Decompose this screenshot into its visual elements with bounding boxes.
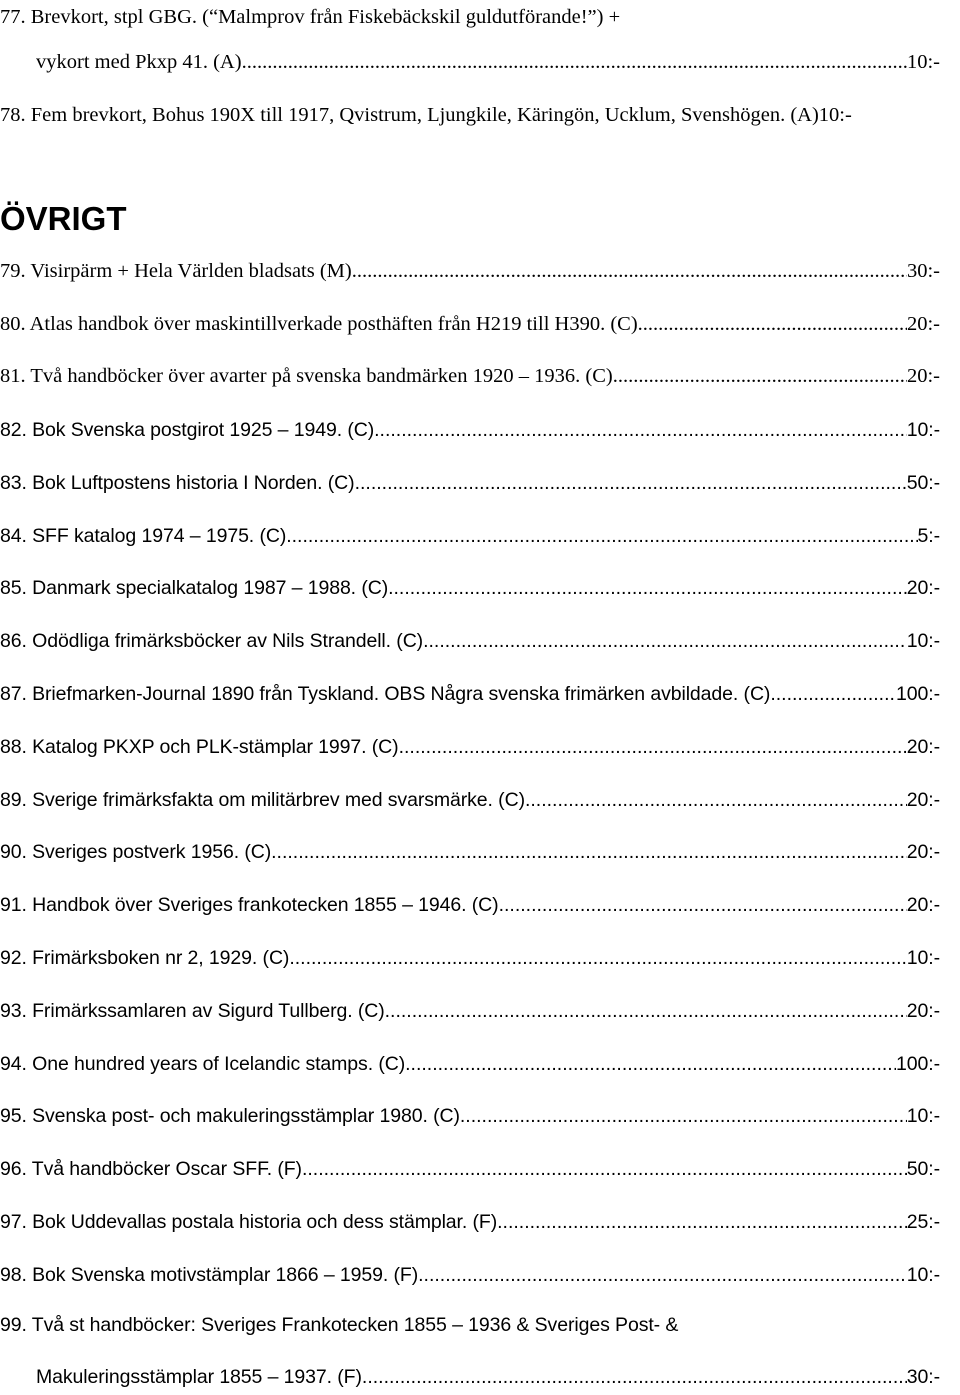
- item-title: 84. SFF katalog 1974 – 1975. (C): [0, 524, 287, 547]
- list-item: [0, 253, 940, 289]
- item-price: 50:-: [906, 1158, 940, 1181]
- dot-leader: [355, 465, 907, 501]
- item-title: 79. Visirpärm + Hela Världen bladsats (M): [0, 260, 352, 282]
- item-title: 85. Danmark specialkatalog 1987 – 1988. (C): [0, 577, 389, 600]
- list-item: [0, 940, 940, 976]
- list-item: [0, 887, 940, 923]
- dot-leader: [242, 44, 907, 80]
- item-title: 89. Sverige frimärksfakta om militärbrev med svarsmärke. (C): [0, 788, 525, 811]
- item-price: 100:-: [896, 683, 940, 705]
- item-price: 100:-: [896, 1052, 940, 1075]
- item-title: 83. Bok Luftpostens historia I Norden. (C): [0, 471, 355, 494]
- item-price: 10:-: [906, 1263, 940, 1286]
- item-price: 25:-: [906, 1211, 940, 1233]
- item-price: 5:-: [917, 524, 940, 547]
- dot-leader: [423, 623, 907, 659]
- dot-leader: [362, 1359, 907, 1395]
- item-price: 10:-: [906, 947, 940, 969]
- item-title: 82. Bok Svenska postgirot 1925 – 1949. (C): [0, 419, 375, 441]
- dot-leader: [289, 940, 906, 976]
- list-item: [0, 570, 940, 606]
- list-item: [0, 1204, 940, 1240]
- list-item: [0, 465, 940, 501]
- dot-leader: [497, 1204, 907, 1240]
- item-title: 96. Två handböcker Oscar SFF. (F): [0, 1158, 302, 1181]
- dot-leader: [499, 887, 907, 923]
- item-price: 20:-: [906, 577, 940, 600]
- dot-leader: [302, 1151, 907, 1187]
- dot-leader: [286, 518, 917, 554]
- item-price: 20:-: [906, 894, 940, 917]
- item-title: 91. Handbok över Sveriges frankotecken 1855 – 1946. (C): [0, 894, 499, 917]
- dot-leader: [374, 412, 907, 448]
- item-title: 94. One hundred years of Icelandic stamps. (C): [0, 1052, 406, 1075]
- list-item: [0, 729, 940, 765]
- list-item: [0, 358, 940, 394]
- dot-leader: [613, 358, 907, 394]
- item-price: 20:-: [906, 312, 940, 335]
- item-price: 10:-: [906, 1105, 940, 1128]
- item-99-line-1: 99. Två st handböcker: Sveriges Frankotecken 1855 – 1936 & Sveriges Post- &: [0, 1314, 679, 1336]
- dot-leader: [525, 782, 907, 818]
- item-price: 20:-: [906, 788, 940, 811]
- list-item: [0, 834, 940, 870]
- list-item: [0, 518, 940, 554]
- dot-leader: [271, 834, 907, 870]
- item-77-line-2: vykort med Pkxp 41. (A) ..... 10:-: [36, 44, 940, 80]
- item-77-line-1: 77. Brevkort, stpl GBG. (“Malmprov från Fiskebäckskil guldutförande!”) +: [0, 6, 621, 28]
- list-item: [0, 306, 940, 342]
- list-item: [0, 676, 940, 712]
- dot-leader: [385, 993, 907, 1029]
- item-title: 88. Katalog PKXP och PLK-stämplar 1997. (C): [0, 735, 399, 758]
- item-78: 78. Fem brevkort, Bohus 190X till 1917, Qvistrum, Ljungkile, Käringön, Ucklum, Svenshögen. (A)10:-: [0, 104, 852, 126]
- item-title: 80. Atlas handbok över maskintillverkade posthäften från H219 till H390. (C): [0, 312, 638, 335]
- item-price: 20:-: [906, 999, 940, 1022]
- dot-leader: [405, 1046, 896, 1082]
- dot-leader: [388, 570, 907, 606]
- dot-leader: [352, 253, 907, 289]
- dot-leader: [460, 1098, 907, 1134]
- item-price: 10:-: [906, 419, 940, 441]
- dot-leader: [418, 1257, 907, 1293]
- section-heading: ÖVRIGT: [0, 200, 127, 237]
- dot-leader: [770, 676, 896, 712]
- item-title: 98. Bok Svenska motivstämplar 1866 – 1959. (F): [0, 1263, 419, 1286]
- item-title: 97. Bok Uddevallas postala historia och dess stämplar. (F): [0, 1211, 498, 1233]
- list-item: [0, 782, 940, 818]
- item-title: 93. Frimärkssamlaren av Sigurd Tullberg. (C): [0, 999, 385, 1022]
- item-title: 95. Svenska post- och makuleringsstämplar 1980. (C): [0, 1105, 460, 1128]
- item-price: 20:-: [906, 841, 940, 864]
- list-item: [0, 623, 940, 659]
- item-title: 86. Odödliga frimärksböcker av Nils Strandell. (C): [0, 630, 424, 653]
- list-item: [0, 1151, 940, 1187]
- item-title: 87. Briefmarken-Journal 1890 från Tyskland. OBS Några svenska frimärken avbildade. (C): [0, 683, 771, 705]
- item-title: 81. Två handböcker över avarter på svenska bandmärken 1920 – 1936. (C): [0, 365, 613, 388]
- item-price: 20:-: [906, 735, 940, 758]
- list-item: [0, 1098, 940, 1134]
- item-price: 30:-: [906, 260, 940, 282]
- dot-leader: [399, 729, 907, 765]
- dot-leader: [638, 306, 907, 342]
- item-99-line-2: Makuleringsstämplar 1855 – 1937. (F) ..... 30:-: [36, 1359, 940, 1395]
- list-item: [0, 412, 940, 448]
- item-title: 92. Frimärksboken nr 2, 1929. (C): [0, 947, 290, 969]
- item-price: 50:-: [906, 471, 940, 494]
- list-item: [0, 1257, 940, 1293]
- list-item: [0, 993, 940, 1029]
- item-price: 10:-: [906, 630, 940, 653]
- item-price: 20:-: [906, 365, 940, 388]
- item-title: 90. Sveriges postverk 1956. (C): [0, 841, 272, 864]
- list-item: [0, 1046, 940, 1082]
